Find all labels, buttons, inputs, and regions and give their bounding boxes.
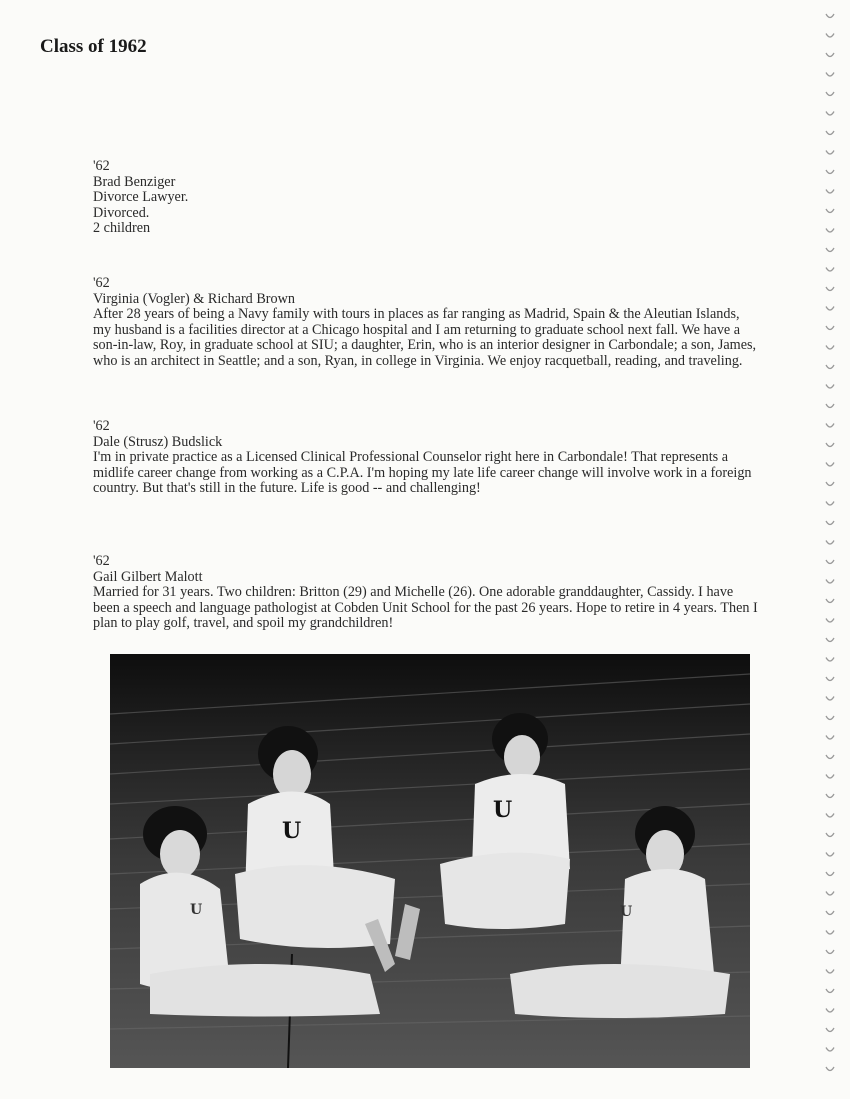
- binding-ring: [826, 872, 834, 876]
- binding-ring: [826, 248, 834, 252]
- sweater-letter: U: [282, 818, 302, 844]
- binding-ring: [826, 385, 834, 389]
- entry-year: '62: [93, 275, 110, 291]
- binding-ring: [826, 697, 834, 701]
- entry-name: Gail Gilbert Malott: [93, 568, 203, 585]
- binding-ring: [826, 833, 834, 837]
- entry-dale-budslick: [93, 419, 758, 497]
- binding-ring: [826, 541, 834, 545]
- binding-rings: [824, 6, 836, 1086]
- binding-ring: [826, 658, 834, 662]
- binding-ring: [826, 638, 834, 642]
- sweater-letter: U: [620, 904, 633, 920]
- binding-ring: [826, 599, 834, 603]
- sweater-letter: U: [493, 797, 513, 823]
- binding-ring: [826, 736, 834, 740]
- binding-ring: [826, 1028, 834, 1032]
- entry-name: Virginia (Vogler) & Richard Brown: [93, 290, 295, 307]
- binding-ring: [826, 307, 834, 311]
- binding-ring: [826, 229, 834, 233]
- binding-ring: [826, 521, 834, 525]
- binding-ring: [826, 151, 834, 155]
- binding-ring: [826, 287, 834, 291]
- entry-text: After 28 years of being a Navy family with tours in places as far ranging as Madrid, Spain & the Aleutian Islands, my husband is a facilities director at a Chicago hospital and I am returning to graduate school next fall. We have a son-in-law, Roy, in graduate school at SIU; a daughter, Erin, who is an interior designer in Carbondale; a son, James, who is an architect in Seattle; and a son, Ryan, in college in Virginia. We enjoy racquetball, reading, and traveling.: [93, 306, 757, 369]
- entry-line: Divorced.: [93, 204, 150, 221]
- binding-ring: [826, 950, 834, 954]
- entry-year: '62: [93, 158, 110, 174]
- entry-line: 2 children: [93, 220, 151, 237]
- binding-ring: [826, 1009, 834, 1013]
- binding-ring: [826, 131, 834, 135]
- entry-year: '62: [93, 553, 110, 569]
- binding-ring: [826, 443, 834, 447]
- binding-ring: [826, 170, 834, 174]
- binding-ring: [826, 424, 834, 428]
- binding-ring: [826, 794, 834, 798]
- binding-ring: [826, 14, 834, 18]
- binding-ring: [826, 560, 834, 564]
- entry-text: Married for 31 years. Two children: Britton (29) and Michelle (26). One adorable granddaughter, Cassidy. I have been a speech and language pathologist at Cobden Unit School for the past 26 years. Hope to retire in 4 years. Then I plan to play golf, travel, and spoil my grandchildren!: [93, 584, 758, 632]
- binding-ring: [826, 463, 834, 467]
- binding-ring: [826, 775, 834, 779]
- binding-ring: [826, 53, 834, 57]
- binding-ring: [826, 209, 834, 213]
- binding-ring: [826, 580, 834, 584]
- binding-ring: [826, 34, 834, 38]
- binding-ring: [826, 1048, 834, 1052]
- entry-text: I'm in private practice as a Licensed Clinical Professional Counselor right here in Carbondale! That represents a midlife career change from working as a C.P.A. I'm hoping my late life career change will involve work in a foreign country. But that's still in the future. Life is good -- and challenging!: [93, 449, 752, 497]
- binding-ring: [826, 365, 834, 369]
- binding-ring: [826, 404, 834, 408]
- binding-ring: [826, 892, 834, 896]
- page-title: Class of 1962: [40, 36, 147, 57]
- binding-ring: [826, 502, 834, 506]
- binding-ring: [826, 814, 834, 818]
- binding-ring: [826, 716, 834, 720]
- binding-ring: [826, 346, 834, 350]
- entry-brad-benziger: [93, 159, 758, 237]
- binding-ring: [826, 1067, 834, 1071]
- entry-year: '62: [93, 418, 110, 434]
- entry-name: Dale (Strusz) Budslick: [93, 433, 223, 450]
- binding-ring: [826, 190, 834, 194]
- binding-ring: [826, 112, 834, 116]
- entry-name: Brad Benziger: [93, 173, 176, 190]
- binding-ring: [826, 482, 834, 486]
- binding-ring: [826, 92, 834, 96]
- binding-ring: [826, 755, 834, 759]
- sweater-letter: U: [190, 902, 203, 918]
- entry-gail-malott: [93, 554, 758, 632]
- binding-ring: [826, 989, 834, 993]
- binding-ring: [826, 677, 834, 681]
- binding-ring: [826, 911, 834, 915]
- entry-line: Divorce Lawyer.: [93, 189, 189, 206]
- binding-ring: [826, 268, 834, 272]
- binding-ring: [826, 326, 834, 330]
- binding-ring: [826, 619, 834, 623]
- binding-ring: [826, 931, 834, 935]
- binding-ring: [826, 73, 834, 77]
- binding-ring: [826, 970, 834, 974]
- binding-ring: [826, 853, 834, 857]
- entry-virginia-richard-brown: [93, 276, 758, 370]
- cheerleaders-photo: [110, 654, 750, 1068]
